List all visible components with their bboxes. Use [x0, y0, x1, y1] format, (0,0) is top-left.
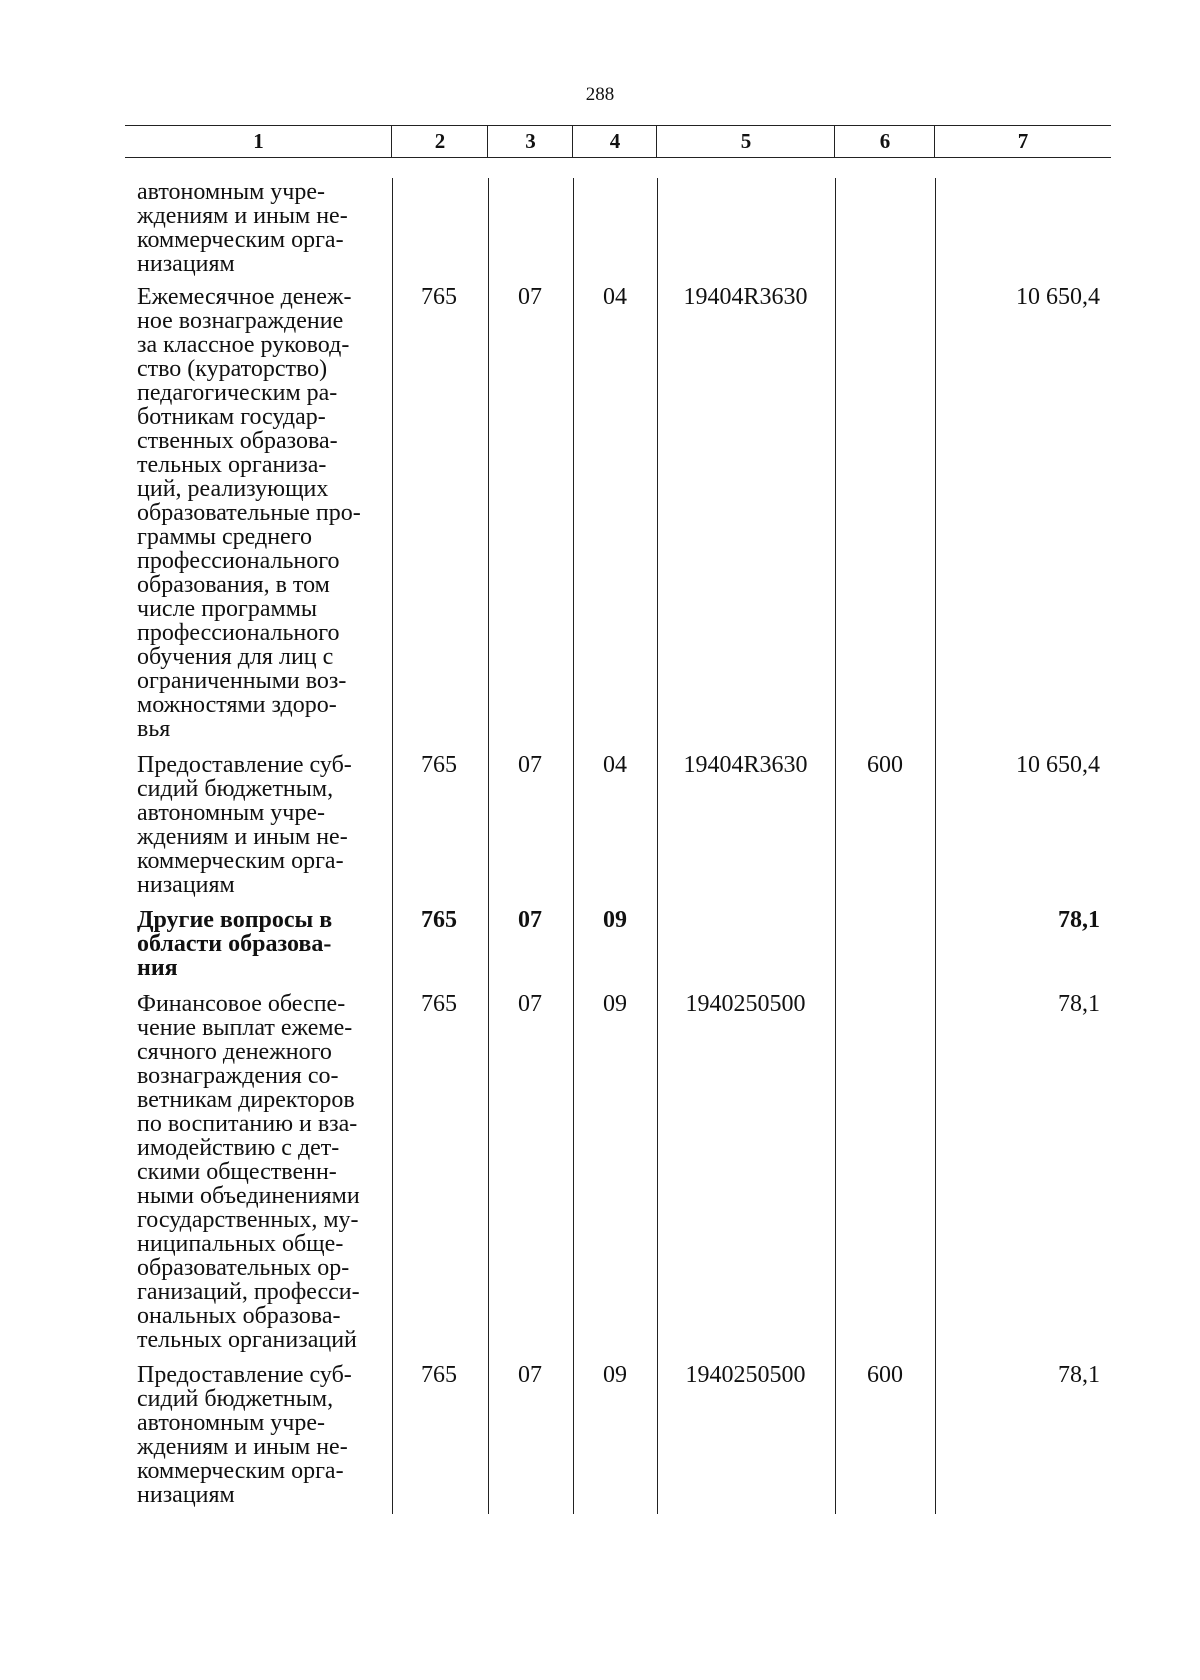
column-divider [657, 178, 658, 1514]
col-3-value: 07 [518, 752, 542, 778]
header-divider [834, 126, 835, 157]
col-7-value: 10 650,4 [1016, 752, 1100, 778]
column-divider [835, 178, 836, 1514]
header-col-5: 5 [740, 129, 752, 153]
header-col-2: 2 [434, 129, 446, 153]
col-3-value: 07 [518, 991, 542, 1017]
col-4-value: 09 [603, 907, 627, 933]
header-divider [934, 126, 935, 157]
col-4-value: 09 [603, 991, 627, 1017]
col-4-value: 04 [603, 284, 627, 310]
column-divider [488, 178, 489, 1514]
column-divider [935, 178, 936, 1514]
header-divider [572, 126, 573, 157]
row-description: Финансовое обеспе- чение выплат ежеме- сячного денежного вознаграждения со- ветникам директоров по воспитанию и вза- имодействию с дет- скими общественн- ными объединениями государственных, му- ниципальных обще- образовательных ор- ганизаций, професси- ональных образова- тельных организаций [137, 991, 360, 1353]
col-2-value: 765 [421, 1362, 457, 1388]
col-5-value: 19404R3630 [683, 752, 808, 778]
col-2-value: 765 [421, 991, 457, 1017]
col-2-value: 765 [421, 752, 457, 778]
col-7-value: 78,1 [1058, 907, 1100, 933]
header-divider [391, 126, 392, 157]
column-divider [392, 178, 393, 1514]
col-3-value: 07 [518, 1362, 542, 1388]
header-divider [656, 126, 657, 157]
col-2-value: 765 [421, 907, 457, 933]
row-description: Ежемесячное денеж- ное вознаграждение за классное руковод- ство (кураторство) педагогическим ра- ботникам государ- ственных образова- тельных организа- ций, реализующих образовательные про- граммы среднего профессионального образования, в том числе программы профессионального обучения для лиц с ограниченными воз- можностями здоро- вья [137, 284, 361, 742]
col-5-value: 1940250500 [685, 1362, 806, 1388]
header-divider [487, 126, 488, 157]
col-4-value: 04 [603, 752, 627, 778]
col-6-value: 600 [867, 1362, 903, 1388]
col-5-value: 19404R3630 [683, 284, 808, 310]
header-col-6: 6 [879, 129, 891, 153]
col-3-value: 07 [518, 284, 542, 310]
col-7-value: 10 650,4 [1016, 284, 1100, 310]
header-col-4: 4 [609, 129, 621, 153]
col-2-value: 765 [421, 284, 457, 310]
col-5-value: 1940250500 [685, 991, 806, 1017]
header-col-1: 1 [253, 129, 264, 153]
page-number: 288 [585, 84, 615, 105]
section-title: Другие вопросы в области образова- ния [137, 907, 333, 981]
header-bottom-rule [125, 157, 1111, 158]
row-description: Предоставление суб- сидий бюджетным, автономным учре- ждениям и иным не- коммерческим орга- низациям [137, 1362, 352, 1508]
header-col-3: 3 [525, 129, 536, 153]
col-3-value: 07 [518, 907, 542, 933]
col-7-value: 78,1 [1058, 1362, 1100, 1388]
row-description: автономным учре- ждениям и иным не- коммерческим орга- низациям [137, 179, 348, 277]
column-divider [573, 178, 574, 1514]
row-description: Предоставление суб- сидий бюджетным, автономным учре- ждениям и иным не- коммерческим орга- низациям [137, 752, 352, 898]
header-col-7: 7 [1017, 129, 1029, 153]
col-4-value: 09 [603, 1362, 627, 1388]
col-6-value: 600 [867, 752, 903, 778]
col-7-value: 78,1 [1058, 991, 1100, 1017]
